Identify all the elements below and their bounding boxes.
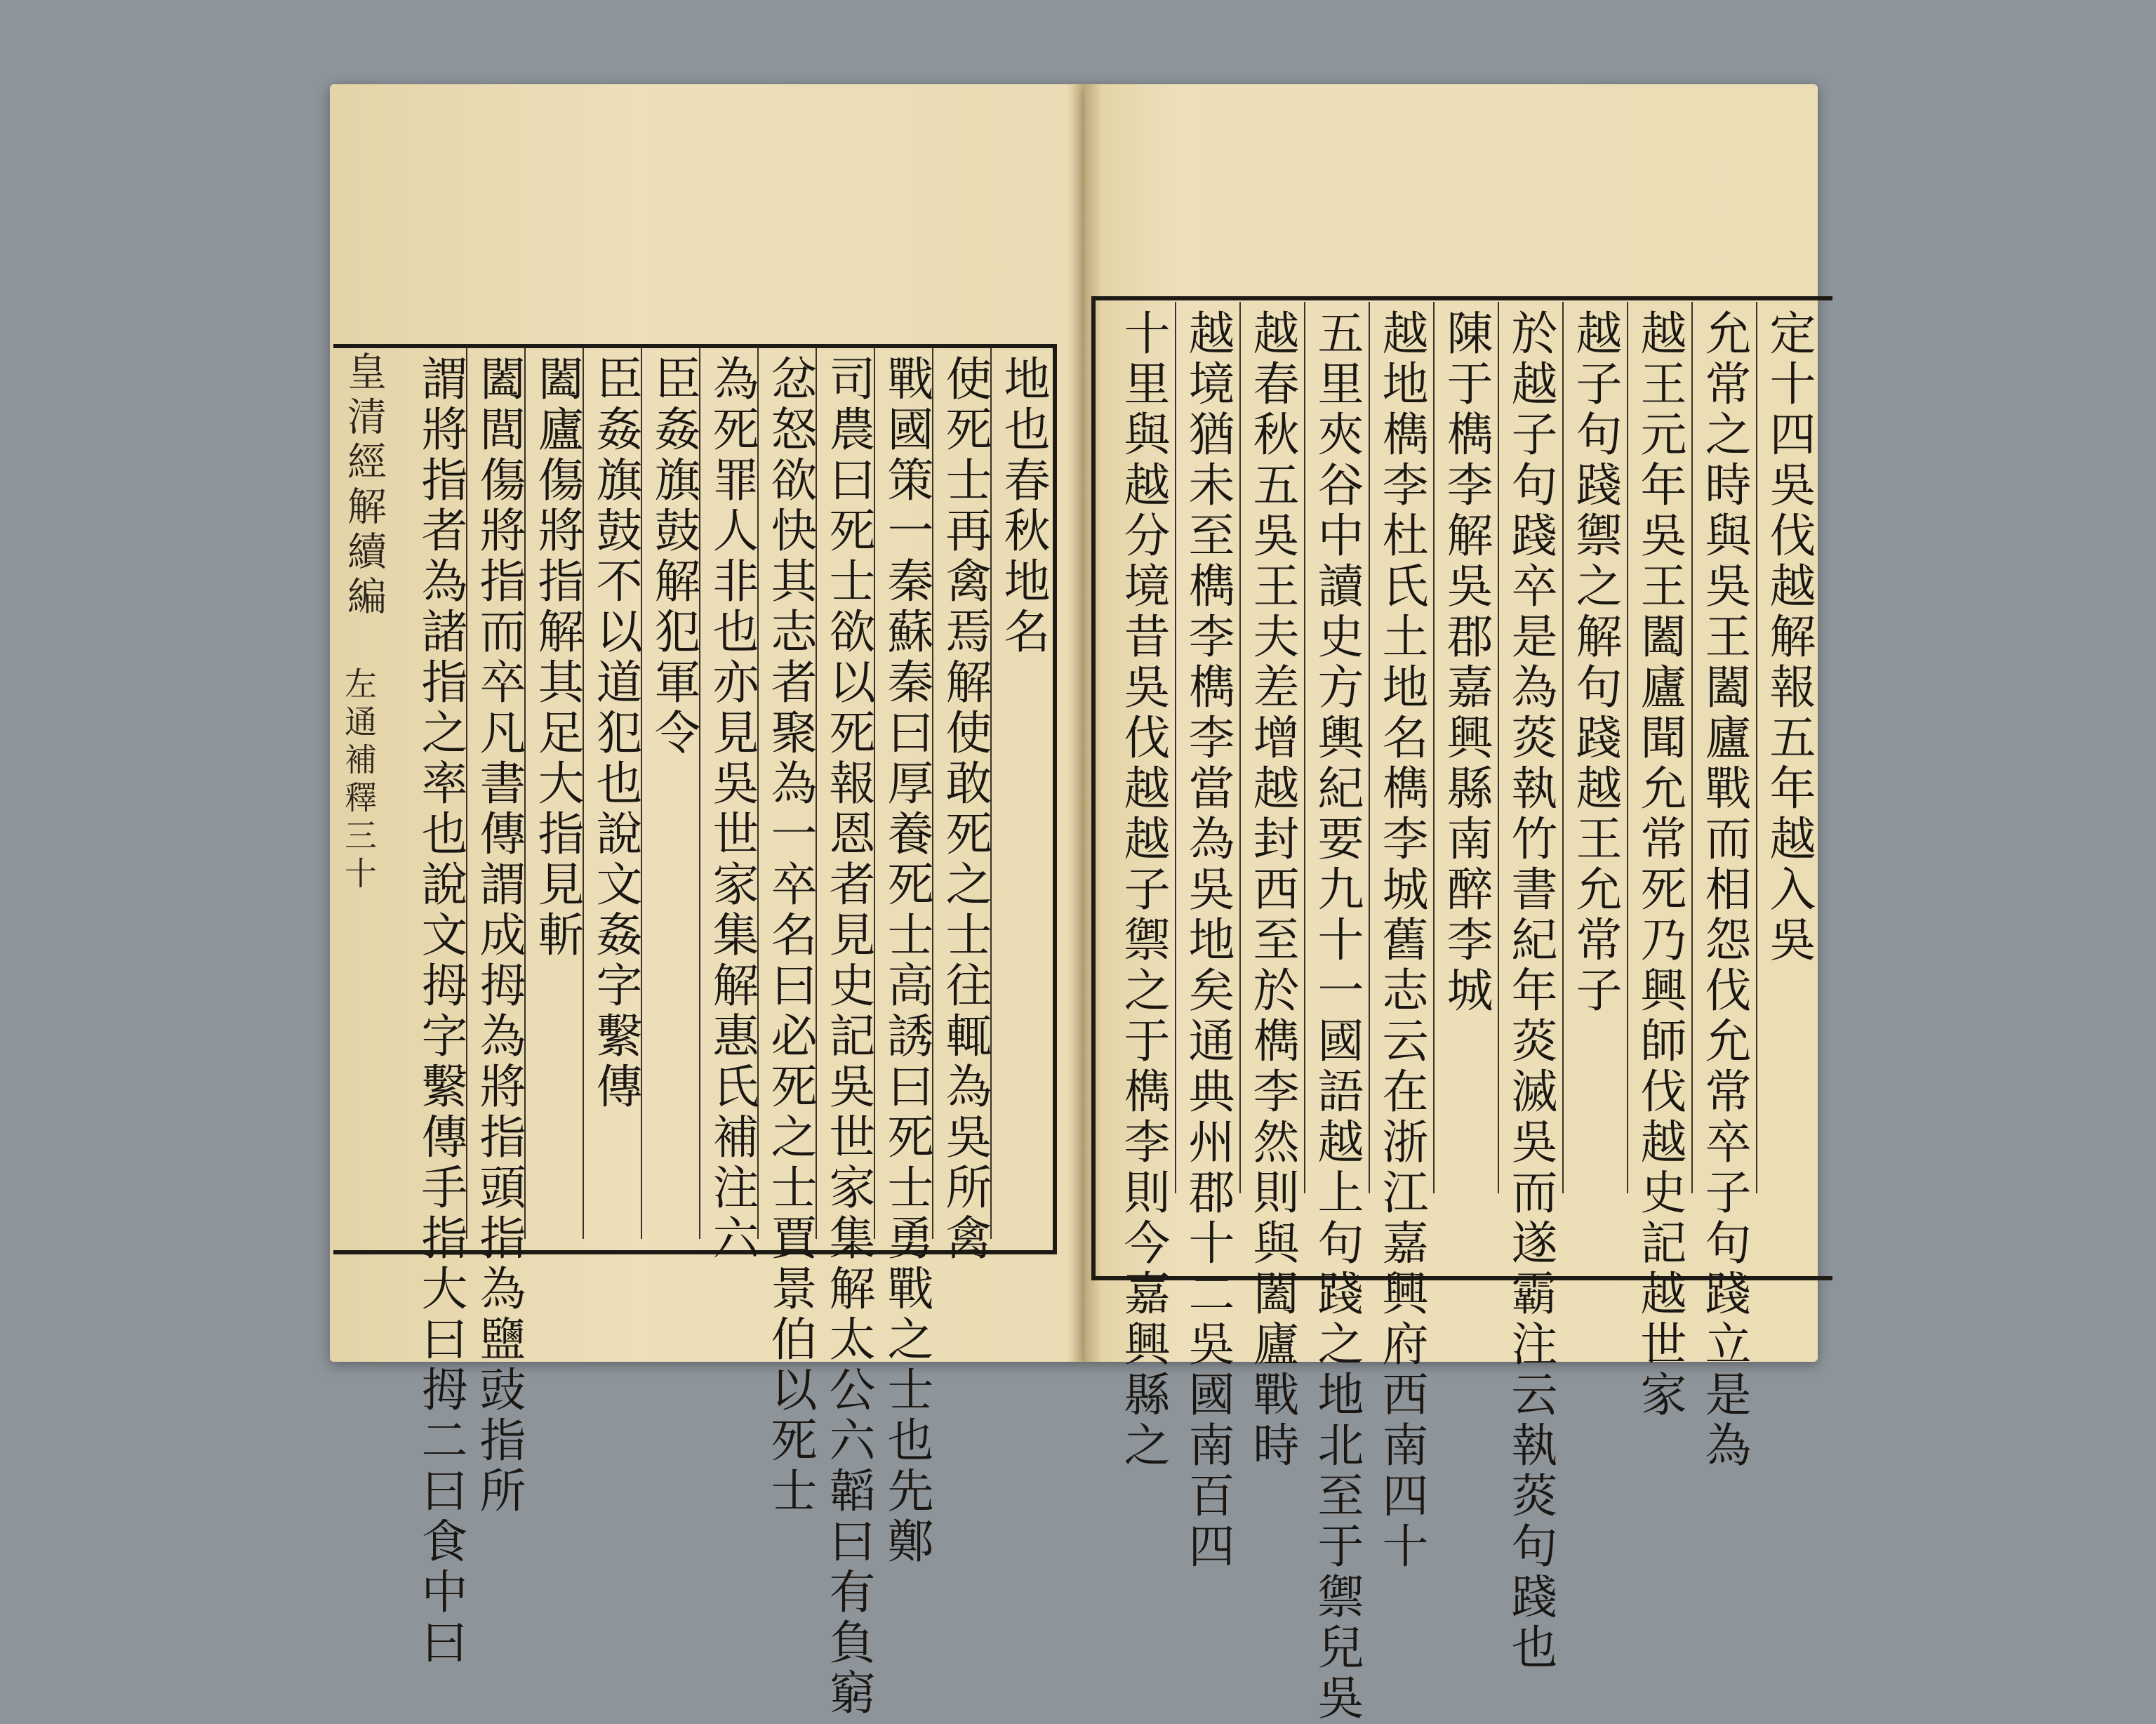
right-column-6: 陳于檇李解吳郡嘉興縣南醉李城 [1439, 309, 1493, 1016]
right-column-7: 越地檇李杜氏土地名檇李城舊志云在浙江嘉興府西南四十 [1374, 309, 1428, 1572]
right-column-rule [1498, 302, 1499, 1193]
right-column-rule [1627, 302, 1628, 1193]
left-column-8: 臣姦旗鼓不以道犯也說文姦字繫傳 [588, 354, 642, 1113]
left-column-7: 臣姦旗鼓解犯軍令 [646, 354, 700, 759]
right-column-rule [1175, 302, 1176, 1193]
left-column-4: 司農曰死士欲以死報恩者見史記吳世家集解太公六韜曰有負窮 [821, 354, 875, 1719]
left-column-5: 忿怒欲快其志者聚為一卒名曰必死之士賈景伯以死士 [763, 354, 817, 1517]
right-column-4: 越子句踐禦之解句踐越王允常子 [1568, 309, 1622, 1016]
right-column-rule [1239, 302, 1241, 1193]
right-column-10: 越境猶未至檇李檇李當為吳地矣通典州郡十二吳國南百四 [1180, 309, 1235, 1572]
right-column-8: 五里夾谷中讀史方輿紀要九十一國語越上句踐之地北至于禦兒吳 [1310, 309, 1364, 1724]
right-column-2: 允常之時與吳王闔廬戰而相怨伐允常卒子句踐立是為 [1697, 309, 1751, 1471]
left-column-9: 闔廬傷將指解其足大指見斬 [530, 354, 584, 961]
left-column-3: 戰國策一秦蘇秦曰厚養死士高誘曰死士勇戰之士也先鄭 [879, 354, 933, 1567]
right-column-rule [1304, 302, 1305, 1193]
left-column-2: 使死士再禽焉解使敢死之士往輒為吳所禽 [938, 354, 992, 1264]
left-column-11: 謂將指者為諸指之率也說文拇字繫傳手指大曰拇二曰食中曰 [413, 354, 467, 1669]
left-margin-subtitle: 左通補釋三十 [340, 667, 378, 894]
left-column-6: 為死罪人非也亦見吳世家集解惠氏補注六 [705, 354, 759, 1264]
left-margin-title: 皇清經解續編 [341, 351, 387, 621]
right-column-rule [1369, 302, 1370, 1193]
right-column-1: 定十四吳伐越解報五年越入吳 [1762, 309, 1816, 966]
right-column-11: 十里與越分境昔吳伐越越子禦之于檇李則今嘉興縣之 [1116, 309, 1170, 1471]
right-column-5: 於越子句踐卒是為菼執竹書紀年菼滅吳而遂霸注云執菼句踐也 [1503, 309, 1557, 1673]
right-column-rule [1691, 302, 1693, 1193]
right-column-rule [1562, 302, 1564, 1193]
right-column-rule [1756, 302, 1757, 1193]
right-column-9: 越春秋五吳王夫差增越封西至於檇李然則與闔廬戰時 [1245, 309, 1299, 1471]
left-column-1: 地也春秋地名 [996, 354, 1050, 658]
right-column-3: 越王元年吳王闔廬聞允常死乃興師伐越史記越世家 [1632, 309, 1686, 1421]
left-column-10: 闔閭傷將指而卒凡書傳謂成拇為將指頭指為鹽豉指所 [472, 354, 526, 1517]
right-column-rule [1433, 302, 1435, 1193]
